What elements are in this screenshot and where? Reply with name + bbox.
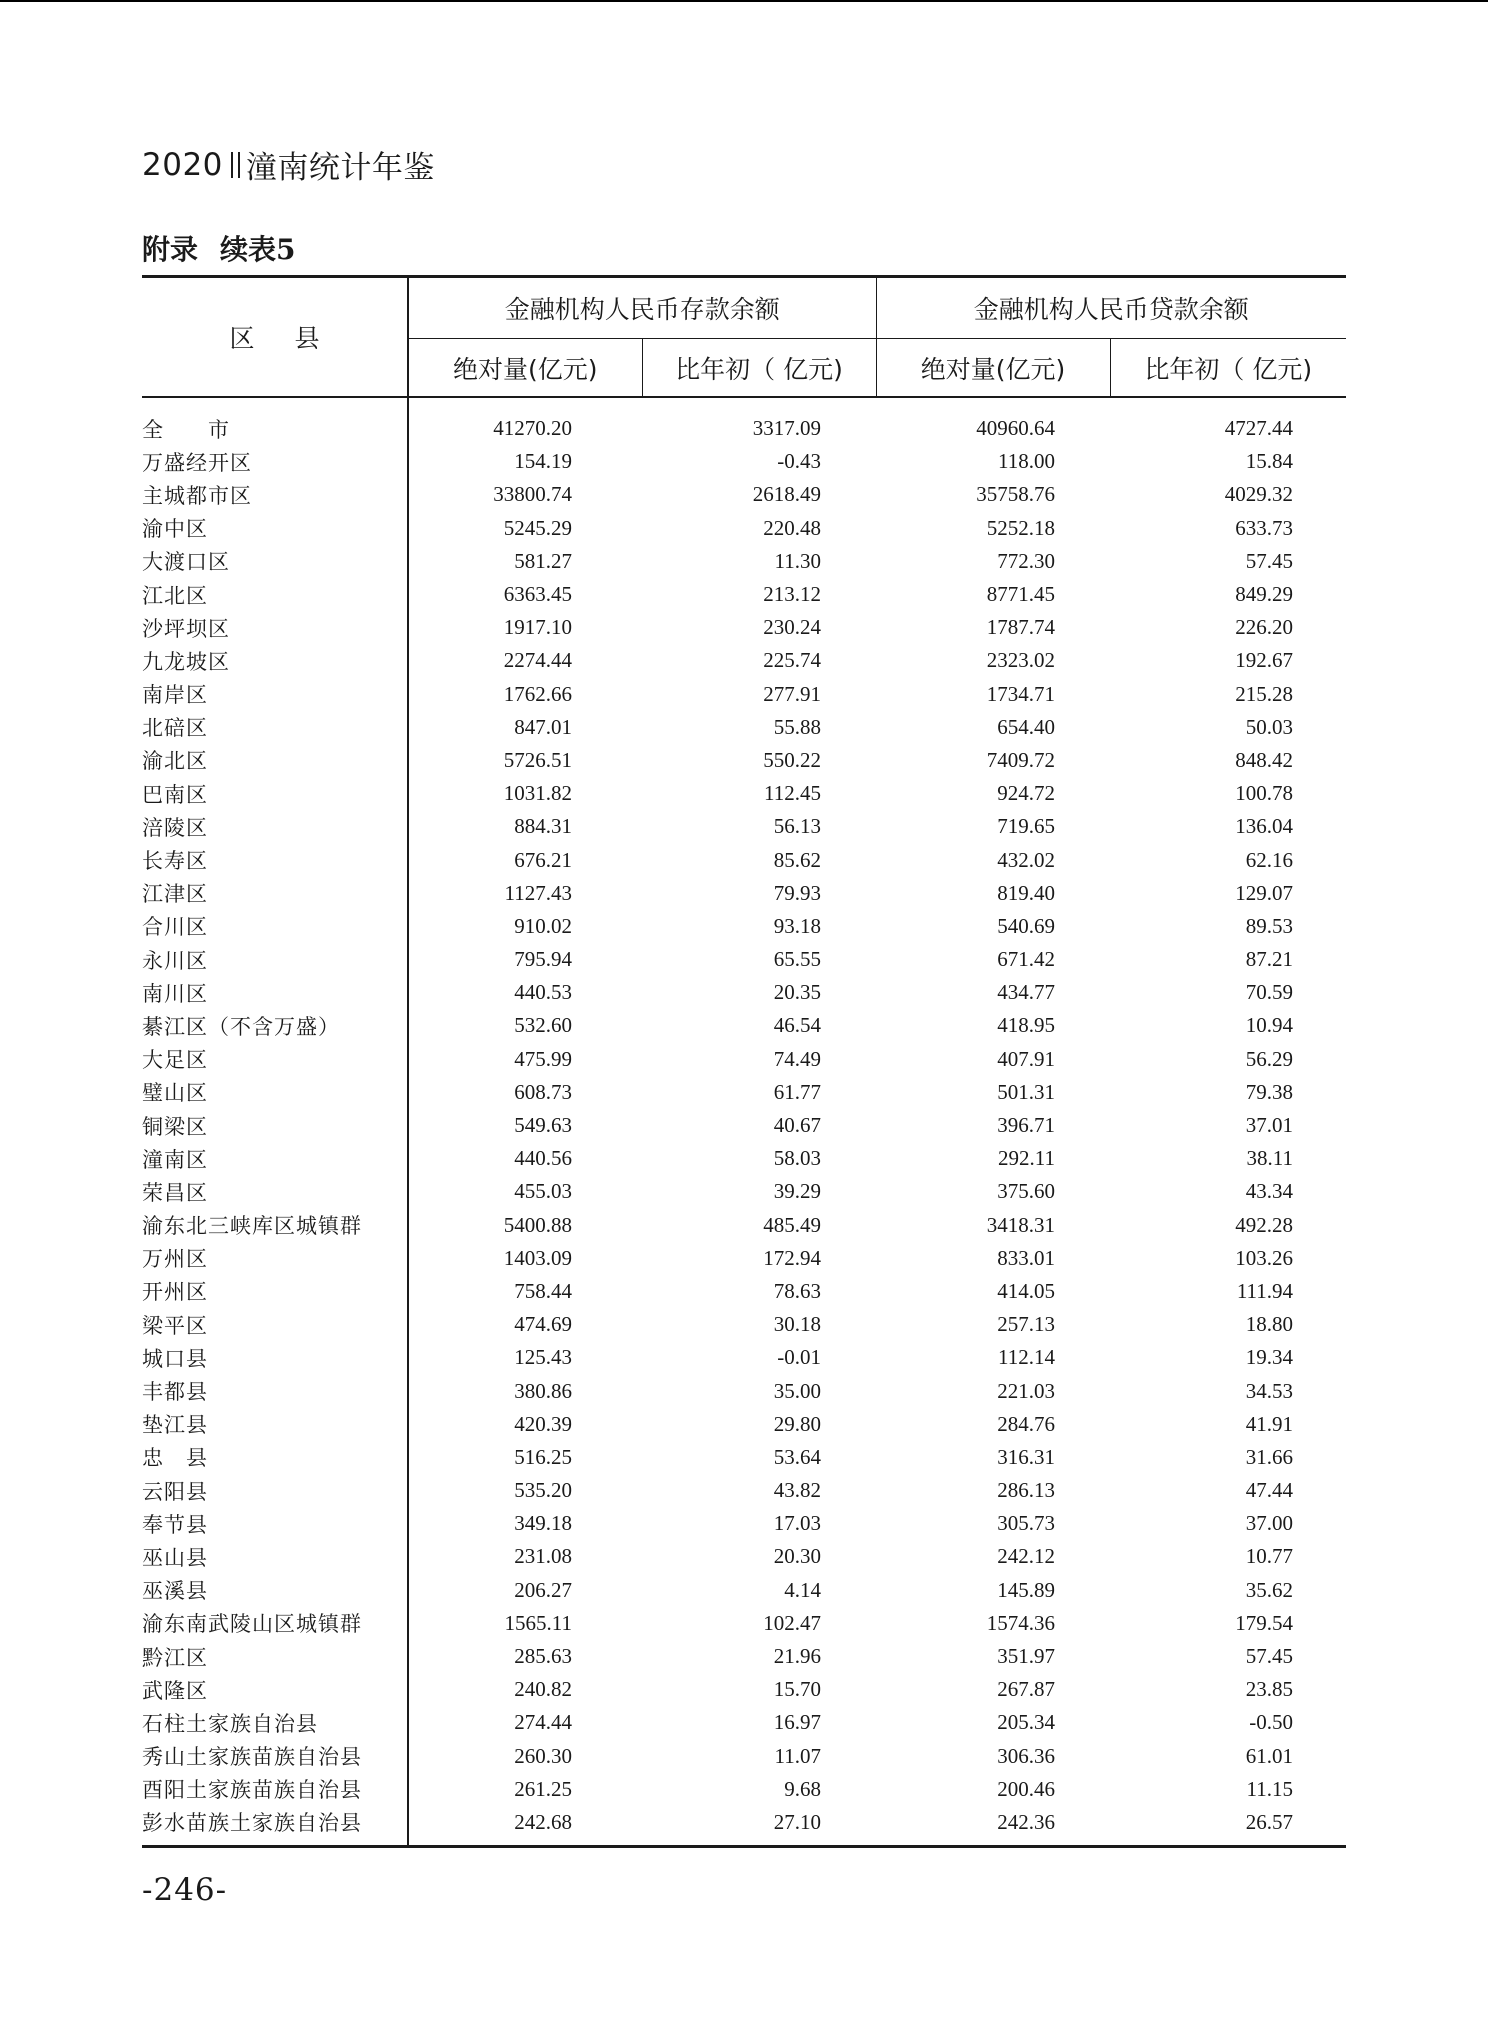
deposit-absolute-cell: 847.01 xyxy=(514,714,572,739)
deposit-absolute-cell: 1917.10 xyxy=(503,615,572,640)
loan-absolute-cell: 434.77 xyxy=(997,980,1056,1005)
loan-change-cell: 38.11 xyxy=(1246,1146,1294,1171)
table-row xyxy=(142,1175,1346,1208)
deposit-absolute-cell: 242.68 xyxy=(408,1806,642,1847)
loan-absolute-cell: 145.89 xyxy=(997,1577,1056,1602)
loan-absolute-cell: 540.69 xyxy=(997,913,1056,938)
loan-change-cell: 18.80 xyxy=(1245,1312,1294,1337)
region-name-cell: 涪陵区 xyxy=(142,810,408,843)
table-row xyxy=(142,910,1346,943)
header-year: 2020 xyxy=(142,146,223,183)
region-name-cell: 垫江县 xyxy=(142,1408,408,1441)
loan-absolute-cell: 257.13 xyxy=(997,1312,1056,1337)
region-name-cell: 万州区 xyxy=(142,1242,408,1275)
loan-absolute-cell: 924.72 xyxy=(997,781,1056,806)
deposit-absolute-header: 绝对量(亿元) xyxy=(408,339,642,398)
region-name-cell: 铜梁区 xyxy=(142,1109,408,1142)
deposit-change-cell: 15.70 xyxy=(773,1677,822,1702)
deposit-change-cell: 43.82 xyxy=(773,1478,822,1503)
loan-absolute-cell: 833.01 xyxy=(997,1245,1056,1270)
deposit-change-header: 比年初（ 亿元) xyxy=(642,339,876,398)
table-row xyxy=(142,1341,1346,1374)
loan-change-cell: 215.28 xyxy=(1235,681,1294,706)
deposit-absolute-cell: 240.82 xyxy=(514,1677,572,1702)
table-row xyxy=(142,445,1346,478)
loan-change-cell: 41.91 xyxy=(1245,1411,1294,1436)
loan-change-cell: 61.01 xyxy=(1245,1743,1294,1768)
table-row xyxy=(142,1540,1346,1573)
loan-change-cell: 111.94 xyxy=(1236,1278,1294,1303)
table-row xyxy=(142,744,1346,777)
region-name-cell: 黔江区 xyxy=(142,1640,408,1673)
loan-change-cell: 129.07 xyxy=(1235,880,1294,905)
running-header xyxy=(142,142,435,187)
region-name-cell: 江北区 xyxy=(142,578,408,611)
table-row xyxy=(142,1673,1346,1706)
loan-change-cell: 62.16 xyxy=(1245,847,1294,872)
deposit-absolute-cell: 125.43 xyxy=(514,1345,572,1370)
loan-absolute-cell: 40960.64 xyxy=(976,416,1056,441)
table-row xyxy=(142,1374,1346,1407)
deposit-change-cell: 20.35 xyxy=(773,980,822,1005)
deposit-absolute-cell: 516.25 xyxy=(514,1444,572,1469)
loan-absolute-cell: 414.05 xyxy=(997,1278,1056,1303)
deposit-absolute-cell: 261.25 xyxy=(514,1776,572,1801)
table-row xyxy=(142,810,1346,843)
deposit-change-cell: 16.97 xyxy=(773,1710,822,1735)
loan-change-cell: 849.29 xyxy=(1235,582,1294,607)
deposit-absolute-cell: 6363.45 xyxy=(503,582,572,607)
region-name-cell: 梁平区 xyxy=(142,1308,408,1341)
loan-change-cell: 34.53 xyxy=(1245,1378,1294,1403)
deposit-absolute-cell: 154.19 xyxy=(514,449,572,474)
deposit-change-cell: -0.43 xyxy=(777,449,822,474)
region-name-cell: 全 市 xyxy=(142,397,408,445)
deposit-change-cell: 213.12 xyxy=(763,582,822,607)
region-name-cell: 江津区 xyxy=(142,877,408,910)
deposit-absolute-cell: 440.56 xyxy=(514,1146,572,1171)
deposit-absolute-cell: 1565.11 xyxy=(504,1610,572,1635)
region-name-cell: 綦江区（不含万盛） xyxy=(142,1009,408,1042)
region-name-cell: 九龙坡区 xyxy=(142,644,408,677)
deposit-change-cell: -0.01 xyxy=(777,1345,822,1370)
region-name-cell: 璧山区 xyxy=(142,1076,408,1109)
loan-change-cell: 37.00 xyxy=(1245,1511,1294,1536)
table-row xyxy=(142,1275,1346,1308)
deposit-absolute-cell: 206.27 xyxy=(514,1577,572,1602)
loan-change-cell: 19.34 xyxy=(1245,1345,1294,1370)
loan-change-cell: 56.29 xyxy=(1245,1046,1294,1071)
region-name-cell: 主城都市区 xyxy=(142,478,408,511)
region-name-cell: 奉节县 xyxy=(142,1507,408,1540)
deposit-change-cell: 485.49 xyxy=(763,1212,822,1237)
deposit-change-cell: 550.22 xyxy=(763,747,822,772)
financial-deposits-loans-table xyxy=(142,275,1346,1848)
loan-absolute-cell: 501.31 xyxy=(997,1079,1056,1104)
loan-change-cell: 26.57 xyxy=(1110,1806,1346,1847)
table-body xyxy=(142,397,1346,1847)
deposit-absolute-cell: 1762.66 xyxy=(503,681,572,706)
table-row xyxy=(142,877,1346,910)
table-row xyxy=(142,478,1346,511)
deposit-absolute-cell: 910.02 xyxy=(514,913,572,938)
loan-absolute-cell: 112.14 xyxy=(998,1345,1056,1370)
deposit-change-cell: 277.91 xyxy=(763,681,822,706)
loan-change-cell: 23.85 xyxy=(1245,1677,1294,1702)
region-name-cell: 开州区 xyxy=(142,1275,408,1308)
loan-change-cell: 11.15 xyxy=(1246,1776,1294,1801)
table-row xyxy=(142,644,1346,677)
loan-absolute-cell: 306.36 xyxy=(997,1743,1056,1768)
region-name-cell: 北碚区 xyxy=(142,711,408,744)
deposit-change-cell: 30.18 xyxy=(773,1312,822,1337)
deposit-absolute-cell: 1127.43 xyxy=(504,880,572,905)
loan-absolute-cell: 35758.76 xyxy=(976,482,1056,507)
deposit-absolute-cell: 795.94 xyxy=(514,947,572,972)
region-name-cell: 渝北区 xyxy=(142,744,408,777)
deposit-change-cell: 35.00 xyxy=(773,1378,822,1403)
region-column-header: 区县 xyxy=(142,277,408,398)
region-name-cell: 渝中区 xyxy=(142,512,408,545)
deposit-absolute-cell: 349.18 xyxy=(514,1511,572,1536)
loan-absolute-cell: 432.02 xyxy=(997,847,1056,872)
table-row xyxy=(142,1507,1346,1540)
deposit-absolute-cell: 758.44 xyxy=(514,1278,572,1303)
deposit-change-cell: 220.48 xyxy=(763,515,822,540)
statistics-table-container xyxy=(142,275,1346,1848)
deposit-change-cell: 79.93 xyxy=(773,880,822,905)
loan-absolute-cell: 286.13 xyxy=(997,1478,1056,1503)
loan-change-cell: 179.54 xyxy=(1235,1610,1294,1635)
deposit-change-cell: 172.94 xyxy=(763,1245,822,1270)
table-row xyxy=(142,1142,1346,1175)
table-title xyxy=(142,228,296,268)
deposit-absolute-cell: 5400.88 xyxy=(503,1212,572,1237)
deposit-absolute-cell: 5245.29 xyxy=(503,515,572,540)
deposit-change-cell: 2618.49 xyxy=(752,482,822,507)
header-separator xyxy=(231,152,240,178)
table-row xyxy=(142,976,1346,1009)
deposit-absolute-cell: 532.60 xyxy=(514,1013,572,1038)
table-row xyxy=(142,1607,1346,1640)
loan-change-cell: 192.67 xyxy=(1235,648,1294,673)
loan-change-cell: 50.03 xyxy=(1245,714,1294,739)
region-name-cell: 渝东北三峡库区城镇群 xyxy=(142,1209,408,1242)
table-row xyxy=(142,1806,1346,1847)
deposit-absolute-cell: 2274.44 xyxy=(503,648,572,673)
deposit-change-cell: 17.03 xyxy=(773,1511,822,1536)
table-row xyxy=(142,1773,1346,1806)
loan-change-cell: 492.28 xyxy=(1235,1212,1294,1237)
loan-change-cell: 633.73 xyxy=(1235,515,1294,540)
deposit-absolute-cell: 274.44 xyxy=(514,1710,572,1735)
table-row xyxy=(142,545,1346,578)
loan-absolute-cell: 221.03 xyxy=(997,1378,1056,1403)
region-name-cell: 南川区 xyxy=(142,976,408,1009)
loan-change-cell: 226.20 xyxy=(1235,615,1294,640)
loan-change-header: 比年初（ 亿元) xyxy=(1110,339,1346,398)
region-name-cell: 云阳县 xyxy=(142,1474,408,1507)
loan-group-header: 金融机构人民币贷款余额 xyxy=(876,277,1346,339)
region-name-cell: 大渡口区 xyxy=(142,545,408,578)
region-name-cell: 永川区 xyxy=(142,943,408,976)
loan-change-cell: 103.26 xyxy=(1235,1245,1294,1270)
table-row xyxy=(142,1043,1346,1076)
loan-change-cell: 89.53 xyxy=(1245,913,1294,938)
header-book-title: 潼南统计年鉴 xyxy=(245,150,435,186)
deposit-change-cell: 20.30 xyxy=(773,1544,822,1569)
table-row xyxy=(142,678,1346,711)
deposit-absolute-cell: 33800.74 xyxy=(493,482,572,507)
loan-absolute-cell: 242.36 xyxy=(876,1806,1110,1847)
table-row xyxy=(142,1574,1346,1607)
loan-change-cell: 4727.44 xyxy=(1224,416,1294,441)
loan-absolute-cell: 118.00 xyxy=(998,449,1056,474)
loan-change-cell: 4029.32 xyxy=(1224,482,1294,507)
loan-change-cell: 100.78 xyxy=(1235,781,1294,806)
deposit-absolute-cell: 285.63 xyxy=(514,1644,572,1669)
deposit-absolute-cell: 420.39 xyxy=(514,1411,572,1436)
table-row xyxy=(142,1740,1346,1773)
loan-absolute-cell: 1734.71 xyxy=(986,681,1056,706)
table-row xyxy=(142,1209,1346,1242)
table-row xyxy=(142,1474,1346,1507)
region-name-cell: 秀山土家族苗族自治县 xyxy=(142,1740,408,1773)
region-name-cell: 彭水苗族土家族自治县 xyxy=(142,1806,408,1847)
table-row xyxy=(142,711,1346,744)
table-section-label: 附录 xyxy=(142,233,199,266)
table-row xyxy=(142,397,1346,445)
loan-absolute-cell: 351.97 xyxy=(997,1644,1056,1669)
deposit-change-cell: 4.14 xyxy=(784,1577,822,1602)
deposit-change-cell: 56.13 xyxy=(773,814,822,839)
region-name-cell: 万盛经开区 xyxy=(142,445,408,478)
loan-change-cell: 57.45 xyxy=(1245,1644,1294,1669)
deposit-absolute-cell: 535.20 xyxy=(514,1478,572,1503)
loan-absolute-cell: 375.60 xyxy=(997,1179,1056,1204)
top-border-rule xyxy=(0,0,1488,2)
deposit-change-cell: 61.77 xyxy=(773,1079,822,1104)
deposit-change-cell: 9.68 xyxy=(784,1776,822,1801)
table-row xyxy=(142,1076,1346,1109)
deposit-change-cell: 112.45 xyxy=(764,781,822,806)
deposit-absolute-cell: 581.27 xyxy=(514,548,572,573)
deposit-absolute-cell: 231.08 xyxy=(514,1544,572,1569)
deposit-change-cell: 225.74 xyxy=(763,648,822,673)
table-row xyxy=(142,611,1346,644)
table-row xyxy=(142,1308,1346,1341)
deposit-change-cell: 74.49 xyxy=(773,1046,822,1071)
loan-absolute-cell: 1787.74 xyxy=(986,615,1056,640)
table-name-label: 续表5 xyxy=(220,233,296,266)
deposit-change-cell: 21.96 xyxy=(773,1644,822,1669)
loan-absolute-cell: 671.42 xyxy=(997,947,1056,972)
loan-absolute-cell: 772.30 xyxy=(997,548,1056,573)
loan-change-cell: 10.94 xyxy=(1245,1013,1294,1038)
table-row xyxy=(142,843,1346,876)
deposit-absolute-cell: 380.86 xyxy=(514,1378,572,1403)
deposit-change-cell: 58.03 xyxy=(773,1146,822,1171)
deposit-change-cell: 55.88 xyxy=(773,714,822,739)
loan-change-cell: 37.01 xyxy=(1245,1113,1294,1138)
deposit-absolute-cell: 474.69 xyxy=(514,1312,572,1337)
deposit-change-cell: 29.80 xyxy=(773,1411,822,1436)
table-row xyxy=(142,943,1346,976)
region-name-cell: 巫溪县 xyxy=(142,1574,408,1607)
deposit-absolute-cell: 884.31 xyxy=(514,814,572,839)
deposit-change-cell: 27.10 xyxy=(642,1806,876,1847)
loan-absolute-cell: 1574.36 xyxy=(986,1610,1056,1635)
deposit-absolute-cell: 260.30 xyxy=(514,1743,572,1768)
table-row xyxy=(142,1640,1346,1673)
deposit-change-cell: 93.18 xyxy=(773,913,822,938)
loan-change-cell: 70.59 xyxy=(1245,980,1294,1005)
deposit-absolute-cell: 440.53 xyxy=(514,980,572,1005)
deposit-absolute-cell: 455.03 xyxy=(514,1179,572,1204)
deposit-change-cell: 11.07 xyxy=(774,1743,822,1768)
loan-change-cell: 57.45 xyxy=(1245,548,1294,573)
region-name-cell: 城口县 xyxy=(142,1341,408,1374)
loan-absolute-cell: 3418.31 xyxy=(986,1212,1056,1237)
deposit-change-cell: 85.62 xyxy=(773,847,822,872)
loan-change-cell: 47.44 xyxy=(1245,1478,1294,1503)
loan-absolute-cell: 396.71 xyxy=(997,1113,1056,1138)
region-name-cell: 渝东南武陵山区城镇群 xyxy=(142,1607,408,1640)
loan-absolute-cell: 719.65 xyxy=(997,814,1056,839)
loan-absolute-cell: 316.31 xyxy=(997,1444,1056,1469)
table-row xyxy=(142,512,1346,545)
table-row xyxy=(142,1408,1346,1441)
loan-absolute-cell: 418.95 xyxy=(997,1013,1056,1038)
loan-absolute-cell: 8771.45 xyxy=(986,582,1056,607)
table-row xyxy=(142,1706,1346,1739)
loan-absolute-cell: 2323.02 xyxy=(986,648,1056,673)
deposit-change-cell: 65.55 xyxy=(773,947,822,972)
region-name-cell: 酉阳土家族苗族自治县 xyxy=(142,1773,408,1806)
loan-change-cell: 87.21 xyxy=(1245,947,1294,972)
page-number: -246- xyxy=(142,1872,228,1908)
loan-absolute-cell: 305.73 xyxy=(997,1511,1056,1536)
region-name-cell: 南岸区 xyxy=(142,678,408,711)
table-row xyxy=(142,777,1346,810)
deposit-absolute-cell: 1403.09 xyxy=(503,1245,572,1270)
deposit-absolute-cell: 5726.51 xyxy=(503,747,572,772)
deposit-change-cell: 230.24 xyxy=(763,615,822,640)
loan-change-cell: 10.77 xyxy=(1245,1544,1294,1569)
deposit-group-header: 金融机构人民币存款余额 xyxy=(408,277,876,339)
region-name-cell: 武隆区 xyxy=(142,1673,408,1706)
loan-absolute-cell: 267.87 xyxy=(997,1677,1056,1702)
deposit-change-cell: 3317.09 xyxy=(752,416,822,441)
deposit-absolute-cell: 1031.82 xyxy=(503,781,572,806)
table-row xyxy=(142,1009,1346,1042)
deposit-change-cell: 53.64 xyxy=(773,1444,822,1469)
region-name-cell: 大足区 xyxy=(142,1043,408,1076)
loan-absolute-cell: 407.91 xyxy=(997,1046,1056,1071)
region-name-cell: 巴南区 xyxy=(142,777,408,810)
loan-change-cell: 43.34 xyxy=(1245,1179,1294,1204)
deposit-absolute-cell: 41270.20 xyxy=(493,416,572,441)
region-name-cell: 潼南区 xyxy=(142,1142,408,1175)
loan-change-cell: 136.04 xyxy=(1235,814,1294,839)
loan-absolute-cell: 5252.18 xyxy=(986,515,1056,540)
deposit-change-cell: 46.54 xyxy=(773,1013,822,1038)
deposit-change-cell: 102.47 xyxy=(763,1610,822,1635)
loan-change-cell: 15.84 xyxy=(1245,449,1294,474)
loan-absolute-cell: 292.11 xyxy=(998,1146,1056,1171)
loan-change-cell: 79.38 xyxy=(1245,1079,1294,1104)
loan-absolute-cell: 200.46 xyxy=(997,1776,1056,1801)
loan-change-cell: 35.62 xyxy=(1245,1577,1294,1602)
region-name-cell: 长寿区 xyxy=(142,843,408,876)
loan-absolute-cell: 654.40 xyxy=(997,714,1056,739)
loan-absolute-cell: 7409.72 xyxy=(986,747,1056,772)
table-row xyxy=(142,1109,1346,1142)
region-name-cell: 沙坪坝区 xyxy=(142,611,408,644)
loan-absolute-cell: 819.40 xyxy=(997,880,1056,905)
loan-absolute-cell: 284.76 xyxy=(997,1411,1056,1436)
deposit-change-cell: 39.29 xyxy=(773,1179,822,1204)
deposit-change-cell: 11.30 xyxy=(774,548,822,573)
deposit-change-cell: 40.67 xyxy=(773,1113,822,1138)
deposit-absolute-cell: 608.73 xyxy=(514,1079,572,1104)
loan-change-cell: 31.66 xyxy=(1245,1444,1294,1469)
region-name-cell: 巫山县 xyxy=(142,1540,408,1573)
region-name-cell: 石柱土家族自治县 xyxy=(142,1706,408,1739)
region-name-cell: 合川区 xyxy=(142,910,408,943)
region-name-cell: 丰都县 xyxy=(142,1374,408,1407)
table-row xyxy=(142,578,1346,611)
deposit-absolute-cell: 676.21 xyxy=(514,847,572,872)
region-name-cell: 荣昌区 xyxy=(142,1175,408,1208)
table-row xyxy=(142,1242,1346,1275)
loan-change-cell: -0.50 xyxy=(1249,1710,1294,1735)
region-name-cell: 忠 县 xyxy=(142,1441,408,1474)
deposit-absolute-cell: 475.99 xyxy=(514,1046,572,1071)
deposit-change-cell: 78.63 xyxy=(773,1278,822,1303)
loan-absolute-cell: 205.34 xyxy=(997,1710,1056,1735)
loan-absolute-cell: 242.12 xyxy=(997,1544,1056,1569)
deposit-absolute-cell: 549.63 xyxy=(514,1113,572,1138)
loan-change-cell: 848.42 xyxy=(1235,747,1294,772)
loan-absolute-header: 绝对量(亿元) xyxy=(876,339,1110,398)
table-row xyxy=(142,1441,1346,1474)
